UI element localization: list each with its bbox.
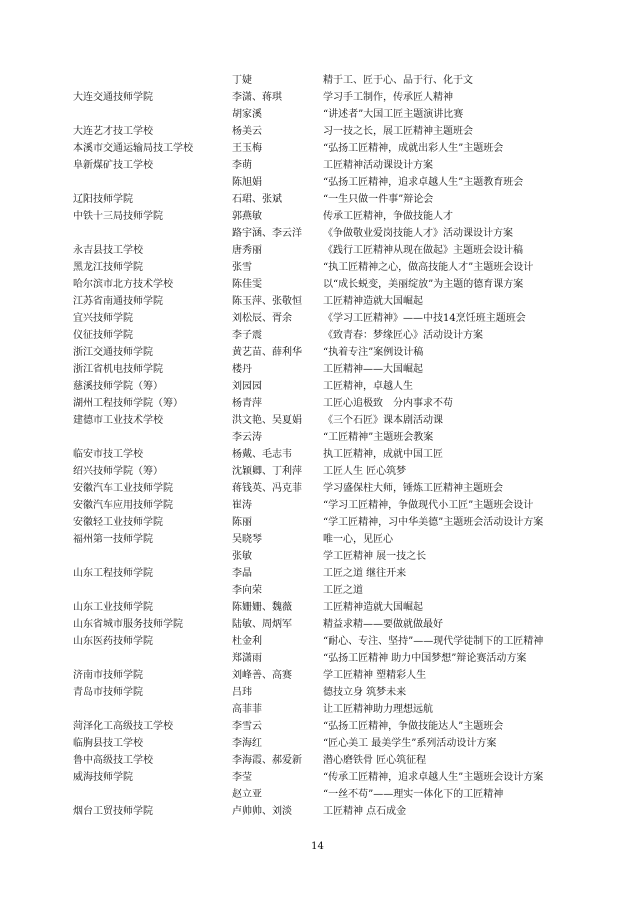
- list-row: [0, 361, 635, 378]
- work-title: 工匠精神 点石成金: [323, 806, 407, 817]
- work-title: 工匠精神活动课设计方案: [323, 160, 433, 171]
- author-names: 崔涛: [232, 500, 252, 511]
- author-names: 吕玮: [232, 687, 252, 698]
- author-names: 张雪: [232, 262, 252, 273]
- school-name: 山东工业技师学院: [73, 602, 153, 613]
- work-title: 精于工、匠于心、品于行、化于文: [323, 75, 473, 86]
- list-row: [0, 803, 635, 820]
- school-name: 阜新煤矿技工学校: [73, 160, 153, 171]
- school-name: 安徽汽车工业技师学院: [73, 483, 173, 494]
- work-title: “执着专注”案例设计稿: [323, 347, 424, 358]
- school-name: 济南市技师学院: [73, 670, 143, 681]
- school-name: 临安市技工学校: [73, 449, 143, 460]
- list-row: [0, 616, 635, 633]
- list-row: [0, 650, 635, 667]
- work-title: “弘扬工匠精神，争做技能达人”主题班会: [323, 721, 504, 732]
- school-name: 中铁十三局技师学院: [73, 211, 163, 222]
- work-title: 学习手工制作，传承匠人精神: [323, 92, 453, 103]
- work-title: “弘扬工匠精神，追求卓越人生”主题教育班会: [323, 177, 524, 188]
- school-name: 辽阳技师学院: [73, 194, 133, 205]
- work-title: “学工匠精神，习中华美德”主题班会活动设计方案: [323, 517, 544, 528]
- school-name: 安徽轻工业技师学院: [73, 517, 163, 528]
- work-title: 工匠精神造就大国崛起: [323, 296, 423, 307]
- author-names: 李向荣: [232, 585, 262, 596]
- work-title: 工匠之道: [323, 585, 363, 596]
- author-names: 张敏: [232, 551, 252, 562]
- list-row: [0, 412, 635, 429]
- list-row: [0, 480, 635, 497]
- work-title: “讲述者”大国工匠主题演讲比赛: [323, 109, 464, 120]
- author-names: 郭燕敏: [232, 211, 262, 222]
- school-name: 鲁中高级技工学校: [73, 755, 153, 766]
- work-title: “执工匠精神之心，做高技能人才”主题班会设计: [323, 262, 534, 273]
- work-title: 让工匠精神助力理想远航: [323, 704, 433, 715]
- author-names: 赵立亚: [232, 789, 262, 800]
- school-name: 浙江交通技师学院: [73, 347, 153, 358]
- list-row: [0, 701, 635, 718]
- list-row: [0, 667, 635, 684]
- work-title: 潜心磨铁骨 匠心筑征程: [323, 755, 427, 766]
- author-names: 李子震: [232, 330, 262, 341]
- author-names: 李云涛: [232, 432, 262, 443]
- list-row: [0, 378, 635, 395]
- author-names: 陈旭娟: [232, 177, 262, 188]
- author-names: 郑潇雨: [232, 653, 262, 664]
- work-title: 德技立身 筑梦未来: [323, 687, 407, 698]
- work-title: 《致青春：梦缘匠心》活动设计方案: [323, 330, 483, 341]
- work-title: “工匠精神”主题班会教案: [323, 432, 434, 443]
- work-title: 工匠心追极致 分内事求不苟: [323, 398, 453, 409]
- work-title: 《践行工匠精神从现在做起》主题班会设计稿: [323, 245, 523, 256]
- list-row: [0, 72, 635, 89]
- work-title: 学习盛保柱大师，锤炼工匠精神主题班会: [323, 483, 503, 494]
- work-title: “传承工匠精神，追求卓越人生”主题班会设计方案: [323, 772, 544, 783]
- award-list: [0, 72, 635, 820]
- work-title: “弘扬工匠精神 助力中国梦想”辩论赛活动方案: [323, 653, 527, 664]
- work-title: “学习工匠精神，争做现代小工匠”主题班会设计: [323, 500, 534, 511]
- school-name: 本溪市交通运输局技工学校: [73, 143, 193, 154]
- work-title: 工匠精神造就大国崛起: [323, 602, 423, 613]
- school-name: 黑龙江技师学院: [73, 262, 143, 273]
- author-names: 杨青萍: [232, 398, 262, 409]
- list-row: [0, 735, 635, 752]
- school-name: 永吉县技工学校: [73, 245, 143, 256]
- work-title: “匠心美工 最美学生”系列活动设计方案: [323, 738, 497, 749]
- school-name: 哈尔滨市北方技术学校: [73, 279, 173, 290]
- author-names: 王玉梅: [232, 143, 262, 154]
- school-name: 绍兴技师学院（筹）: [73, 466, 163, 477]
- author-names: 李雪云: [232, 721, 262, 732]
- list-row: [0, 684, 635, 701]
- author-names: 李潇、蒋琪: [232, 92, 282, 103]
- list-row: [0, 310, 635, 327]
- list-row: [0, 225, 635, 242]
- work-title: 工匠精神，卓越人生: [323, 381, 413, 392]
- author-names: 陈佳雯: [232, 279, 262, 290]
- author-names: 蒋钱英、冯克菲: [232, 483, 302, 494]
- school-name: 湖州工程技师学院（筹）: [73, 398, 183, 409]
- work-title: “耐心、专注、坚持”——现代学徒制下的工匠精神: [323, 636, 544, 647]
- school-name: 威海技师学院: [73, 772, 133, 783]
- list-row: [0, 140, 635, 157]
- list-row: [0, 599, 635, 616]
- work-title: 《学习工匠精神》——中技14烹饪班主题班会: [323, 313, 526, 324]
- list-row: [0, 208, 635, 225]
- list-row: [0, 123, 635, 140]
- page-number: 14: [311, 841, 324, 852]
- work-title: 习一技之长，展工匠精神主题班会: [323, 126, 473, 137]
- school-name: 福州第一技师学院: [73, 534, 153, 545]
- list-row: [0, 752, 635, 769]
- list-row: [0, 157, 635, 174]
- list-row: [0, 191, 635, 208]
- work-title: 工匠人生 匠心筑梦: [323, 466, 407, 477]
- school-name: 临朐县技工学校: [73, 738, 143, 749]
- work-title: “弘扬工匠精神，成就出彩人生”主题班会: [323, 143, 504, 154]
- list-row: [0, 174, 635, 191]
- author-names: 陆敏、周炳军: [232, 619, 292, 630]
- list-row: [0, 344, 635, 361]
- author-names: 陈玉萍、张敬恒: [232, 296, 302, 307]
- list-row: [0, 633, 635, 650]
- list-row: [0, 582, 635, 599]
- work-title: 传承工匠精神，争做技能人才: [323, 211, 453, 222]
- work-title: 执工匠精神，成就中国工匠: [323, 449, 443, 460]
- list-row: [0, 327, 635, 344]
- author-names: 刘松辰、胥余: [232, 313, 292, 324]
- author-names: 李海红: [232, 738, 262, 749]
- list-row: [0, 293, 635, 310]
- work-title: “一生只做一件事”辩论会: [323, 194, 434, 205]
- author-names: 洪文艳、吴夏娟: [232, 415, 302, 426]
- list-row: [0, 395, 635, 412]
- school-name: 青岛市技师学院: [73, 687, 143, 698]
- list-row: [0, 276, 635, 293]
- work-title: 唯一心，见匠心: [323, 534, 393, 545]
- school-name: 山东工程技师学院: [73, 568, 153, 579]
- school-name: 山东医药技师学院: [73, 636, 153, 647]
- author-names: 杜金利: [232, 636, 262, 647]
- author-names: 李海霞、郝爱新: [232, 755, 302, 766]
- school-name: 仪征技师学院: [73, 330, 133, 341]
- list-row: [0, 786, 635, 803]
- author-names: 杨美云: [232, 126, 262, 137]
- author-names: 卢帅帅、刘淡: [232, 806, 292, 817]
- school-name: 山东省城市服务技师学院: [73, 619, 183, 630]
- author-names: 路宇涵、李云洋: [232, 228, 302, 239]
- author-names: 李晶: [232, 568, 252, 579]
- work-title: 学工匠精神 展一技之长: [323, 551, 427, 562]
- author-names: 胡家溪: [232, 109, 262, 120]
- school-name: 菏泽化工高级技工学校: [73, 721, 173, 732]
- school-name: 慈溪技师学院（筹）: [73, 381, 163, 392]
- author-names: 杨戴、毛志韦: [232, 449, 292, 460]
- list-row: [0, 446, 635, 463]
- work-title: 学工匠精神 塑精彩人生: [323, 670, 427, 681]
- author-names: 刘峰善、高赛: [232, 670, 292, 681]
- list-row: [0, 242, 635, 259]
- list-row: [0, 769, 635, 786]
- school-name: 安徽汽车应用技师学院: [73, 500, 173, 511]
- school-name: 大连交通技师学院: [73, 92, 153, 103]
- author-names: 陈丽: [232, 517, 252, 528]
- work-title: “一丝不苟”——理实一体化下的工匠精神: [323, 789, 504, 800]
- list-row: [0, 531, 635, 548]
- work-title: 工匠精神——大国崛起: [323, 364, 423, 375]
- list-row: [0, 718, 635, 735]
- work-title: 以“成长蜕变，美丽绽放”为主题的德育课方案: [323, 279, 524, 290]
- list-row: [0, 497, 635, 514]
- list-row: [0, 106, 635, 123]
- list-row: [0, 259, 635, 276]
- author-names: 沈颖卿、丁利萍: [232, 466, 302, 477]
- list-row: [0, 463, 635, 480]
- school-name: 大连艺才技工学校: [73, 126, 153, 137]
- author-names: 唐秀丽: [232, 245, 262, 256]
- author-names: 李莹: [232, 772, 252, 783]
- author-names: 丁婕: [232, 75, 252, 86]
- author-names: 刘园园: [232, 381, 262, 392]
- work-title: 工匠之道 继往开来: [323, 568, 407, 579]
- school-name: 宜兴技师学院: [73, 313, 133, 324]
- school-name: 建德市工业技术学校: [73, 415, 163, 426]
- list-row: [0, 514, 635, 531]
- list-row: [0, 548, 635, 565]
- author-names: 陈姗姗、魏薇: [232, 602, 292, 613]
- author-names: 黄艺苗、薛利华: [232, 347, 302, 358]
- school-name: 烟台工贸技师学院: [73, 806, 153, 817]
- work-title: 《争做敬业爱岗技能人才》活动课设计方案: [323, 228, 513, 239]
- author-names: 高菲菲: [232, 704, 262, 715]
- school-name: 江苏省南通技师学院: [73, 296, 163, 307]
- school-name: 浙江省机电技师学院: [73, 364, 163, 375]
- work-title: 《三个石匠》课本剧活动课: [323, 415, 443, 426]
- list-row: [0, 429, 635, 446]
- list-row: [0, 565, 635, 582]
- work-title: 精益求精——要做就做最好: [323, 619, 443, 630]
- author-names: 吴晓琴: [232, 534, 262, 545]
- author-names: 楼丹: [232, 364, 252, 375]
- list-row: [0, 89, 635, 106]
- author-names: 石珺、张斌: [232, 194, 282, 205]
- author-names: 李萌: [232, 160, 252, 171]
